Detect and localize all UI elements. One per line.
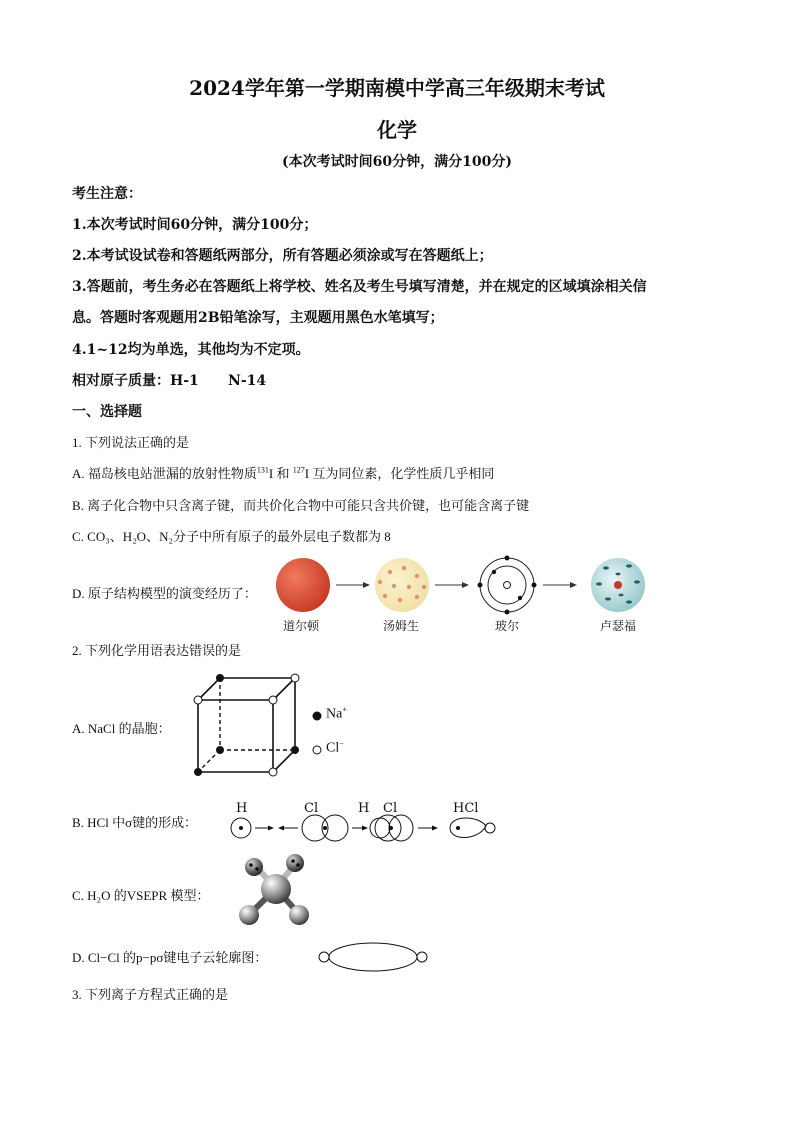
q1-a-mid: I 和 (268, 466, 293, 481)
arrow-icon (543, 582, 577, 588)
q1-stem: 1. 下列说法正确的是 (72, 435, 190, 450)
notice-item-2: 2.本考试设试卷和答题纸两部分，所有答题必须涂或写在答题纸上； (72, 248, 493, 264)
notice-item-1: 1.本次考试时间60分钟，满分100分； (72, 217, 318, 233)
q1-option-a (72, 463, 494, 482)
rutherford-model (591, 558, 645, 612)
arrow-icon (255, 826, 274, 831)
arrow-icon (435, 582, 469, 588)
arrow-icon (352, 826, 368, 831)
cl-ion-legend-icon (311, 744, 323, 756)
time-note: (本次考试时间60分钟，满分100分) (282, 154, 512, 170)
notice-item-3: 3.答题前，考生务必在答题纸上将学校、姓名及考生号填写清楚，并在规定的区域填涂相关信 (72, 279, 647, 295)
cl-cl-electron-cloud (318, 940, 428, 974)
q2-option-d: D. Cl−Cl 的p−pσ键电子云轮廓图： (72, 950, 268, 965)
caption-bohr: 玻尔 (495, 619, 520, 633)
q3-stem: 3. 下列离子方程式正确的是 (72, 987, 229, 1002)
thomson-model (375, 558, 429, 612)
legend-na (326, 705, 347, 723)
q2-stem: 2. 下列化学用语表达错误的是 (72, 643, 242, 658)
caption-dalton: 道尔顿 (283, 619, 320, 633)
na-ion-legend-icon (311, 710, 323, 722)
hcl-sigma-bond-diagram (228, 812, 498, 848)
notice-heading: 考生注意： (72, 186, 142, 202)
arrow-icon (278, 826, 298, 831)
arrow-icon (336, 582, 370, 588)
q2-option-b: B. HCl 中σ键的形成： (72, 815, 198, 830)
label-h: H (236, 801, 248, 816)
subject-title: 化学 (377, 118, 417, 142)
h2o-vsepr-model (236, 853, 316, 933)
section-heading: 一、选择题 (72, 404, 142, 420)
label-hcl: HCl (453, 801, 479, 816)
atomic-mass: 相对原子质量：H-1 N-14 (72, 373, 267, 389)
q1-option-c: C. CO₃、H₂O、N₂分子中所有原子的最外层电子数都为 8 (72, 529, 391, 544)
nacl-unit-cell (195, 674, 305, 784)
q1-option-b: B. 离子化合物中只含离子键，而共价化合物中可能只含共价键，也可能含离子键 (72, 498, 530, 513)
legend-na-charge: + (342, 705, 347, 714)
q2-option-c: C. H₂O 的VSEPR 模型： (72, 888, 210, 903)
q1-a-post: I 互为同位素，化学性质几乎相同 (304, 466, 495, 481)
q1-a-pre: A. 福岛核电站泄漏的放射性物质 (72, 466, 257, 481)
q1-a-sup2: 127 (292, 465, 305, 475)
q2-option-a: A. NaCl 的晶胞： (72, 721, 171, 736)
q1-option-d: D. 原子结构模型的演变经历了： (72, 586, 257, 601)
caption-rutherford: 卢瑟福 (600, 619, 637, 633)
legend-cl (326, 739, 344, 757)
legend-cl-charge: − (339, 739, 344, 748)
notice-item-3-cont: 息。答题时客观题用2B铅笔涂写，主观题用黑色水笔填写； (72, 310, 444, 326)
legend-na-text: Na (326, 706, 343, 722)
arrow-icon (418, 826, 438, 831)
notice-item-4: 4.1~12均为单选，其他均为不定项。 (72, 342, 310, 358)
label-cl-2: Cl (383, 801, 398, 816)
legend-cl-text: Cl (326, 740, 340, 756)
dalton-model (276, 558, 330, 612)
label-cl: Cl (304, 801, 319, 816)
label-h-2: H (358, 801, 370, 816)
caption-thomson: 汤姆生 (383, 619, 420, 633)
exam-title: 2024学年第一学期南模中学高三年级期末考试 (189, 76, 605, 100)
bohr-model (478, 556, 537, 615)
q1-a-sup1: 131 (256, 465, 269, 475)
